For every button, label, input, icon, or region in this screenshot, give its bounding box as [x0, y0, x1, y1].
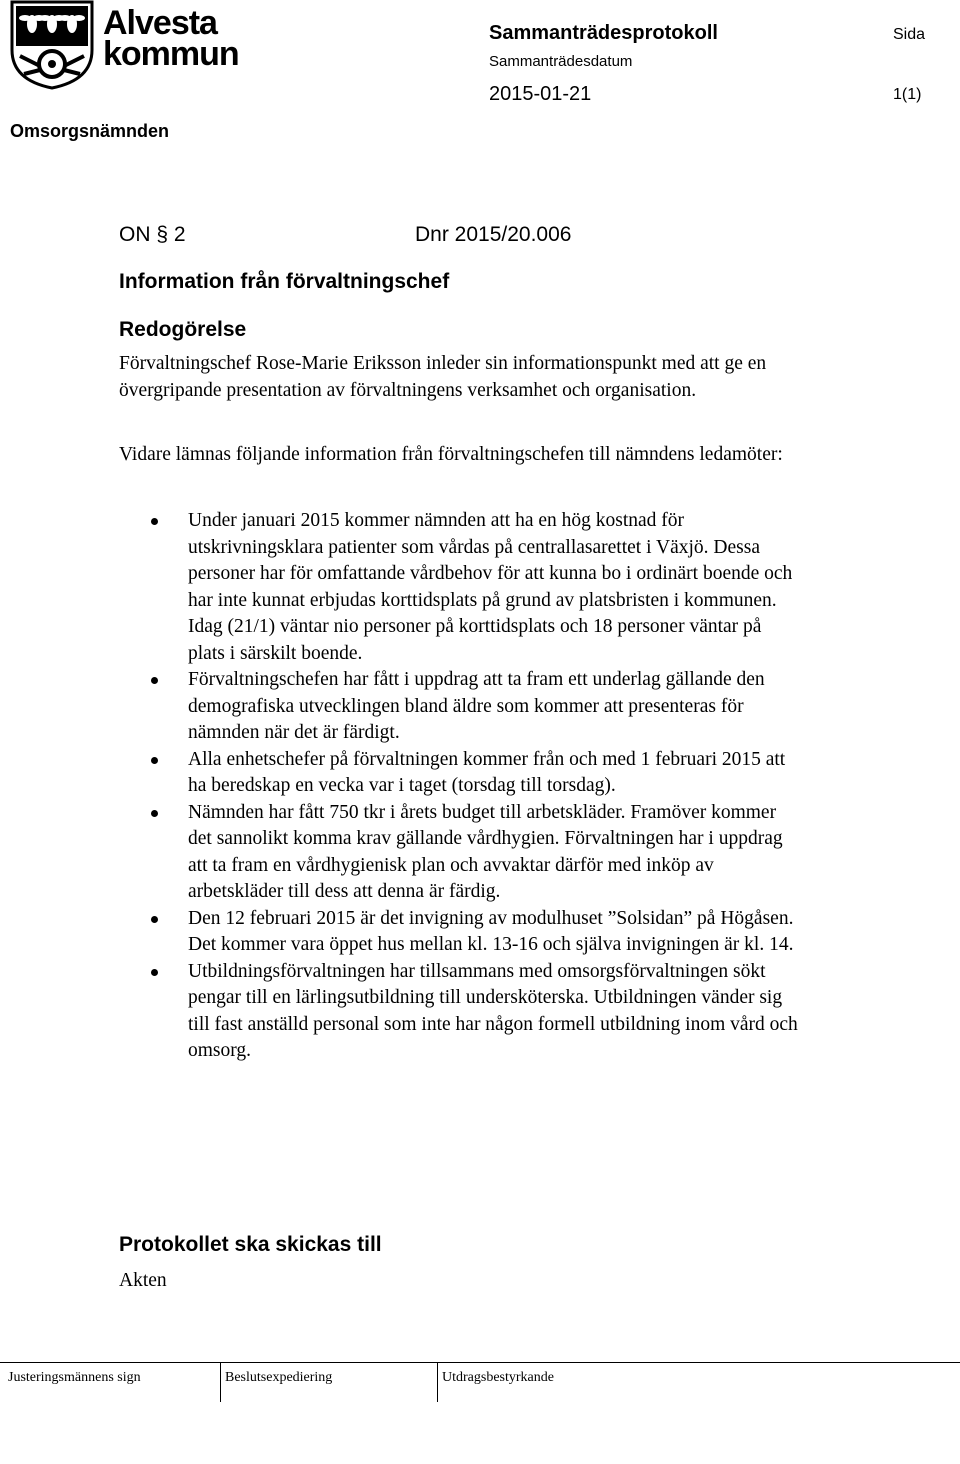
footer-adjusters-sign: Justeringsmännens sign: [8, 1370, 141, 1385]
section-heading-report: Redogörelse: [119, 318, 247, 341]
list-item-text: Nämnden har fått 750 tkr i årets budget till arbetskläder. Framöver kommer det sannolikt komma krav gällande vårdhygien. Förvaltningen har i uppdrag att ta fram en vårdhygienisk plan och avvaktar därför med inköp av arbetskläder till dess att denna är färdig.: [188, 801, 783, 902]
meeting-date: 2015-01-21: [489, 83, 592, 105]
document-type: Sammanträdesprotokoll: [489, 22, 718, 44]
footer-extract-certification: Utdragsbestyrkande: [442, 1370, 554, 1385]
list-item-text: Utbildningsförvaltningen har tillsammans med omsorgsförvaltningen sökt pengar till en lärlingsutbildning till undersköterska. Utbildningen vänder sig till fast anställd personal som inte har någon formell utbildning inom vård och omsorg.: [188, 960, 798, 1061]
report-paragraph: Förvaltningschef Rose-Marie Eriksson inleder sin informationspunkt med att ge en övergripande presentation av förvaltningens verksamhet och organisation.: [119, 353, 767, 401]
footer-decision-dispatch: Beslutsexpediering: [225, 1370, 333, 1385]
bullet-icon: [151, 677, 158, 684]
alvesta-kommun-logo: [10, 0, 250, 92]
section-heading-distribution: Protokollet ska skickas till: [119, 1233, 382, 1256]
bullet-icon: [151, 757, 158, 764]
bullet-icon: [151, 518, 158, 525]
information-list: [119, 508, 799, 1065]
report-paragraph: Vidare lämnas följande information från förvaltningschefen till nämndens ledamöter:: [119, 444, 783, 465]
list-item: [119, 959, 799, 1065]
page-label: Sida: [893, 26, 926, 43]
footer-column-divider: [220, 1362, 221, 1402]
list-item-text: Under januari 2015 kommer nämnden att ha en hög kostnad för utskrivningsklara patienter som vårdas på centrallasarettet i Växjö. Dessa personer har för omfattande vårdbehov för att kunna bo i ordinärt boende och har inte kunnat erbjudas korttidsplats på grund av platsbristen i kommunen. Idag (21/1) väntar nio personer på korttidsplats och 18 personer väntar på plats i särskilt boende.: [188, 510, 793, 664]
bullet-icon: [151, 810, 158, 817]
item-title: Information från förvaltningschef: [119, 270, 450, 293]
footer-divider: [0, 1362, 960, 1363]
meeting-date-label: Sammanträdesdatum: [489, 53, 633, 70]
logo-wordmark-line1: Alvesta: [103, 4, 217, 42]
footer-column-divider: [437, 1362, 438, 1402]
list-item-text: Förvaltningschefen har fått i uppdrag att ta fram ett underlag gällande den demografiska utvecklingen bland äldre som kommer att presenteras för nämnden när det är färdigt.: [188, 669, 765, 743]
list-item-text: Den 12 februari 2015 är det invigning av modulhuset ”Solsidan” på Högåsen. Det kommer vara öppet hus mellan kl. 13-16 och själva invigningen är kl. 14.: [188, 907, 794, 955]
committee-name: Omsorgsnämnden: [10, 121, 170, 141]
list-item: [119, 800, 799, 906]
list-item: [119, 747, 799, 800]
list-item: [119, 906, 799, 959]
list-item: [119, 508, 799, 667]
page-number: 1(1): [893, 86, 922, 103]
coat-of-arms-icon: [10, 0, 94, 90]
bullet-icon: [151, 969, 158, 976]
registration-number: Dnr 2015/20.006: [415, 223, 572, 246]
logo-wordmark-line2: kommun: [103, 35, 239, 73]
list-item: [119, 667, 799, 747]
distribution-recipient: Akten: [119, 1270, 167, 1291]
bullet-icon: [151, 916, 158, 923]
item-number: ON § 2: [119, 223, 186, 246]
list-item-text: Alla enhetschefer på förvaltningen kommer från och med 1 februari 2015 att ha beredskap en vecka var i taget (torsdag till torsdag).: [188, 748, 786, 796]
